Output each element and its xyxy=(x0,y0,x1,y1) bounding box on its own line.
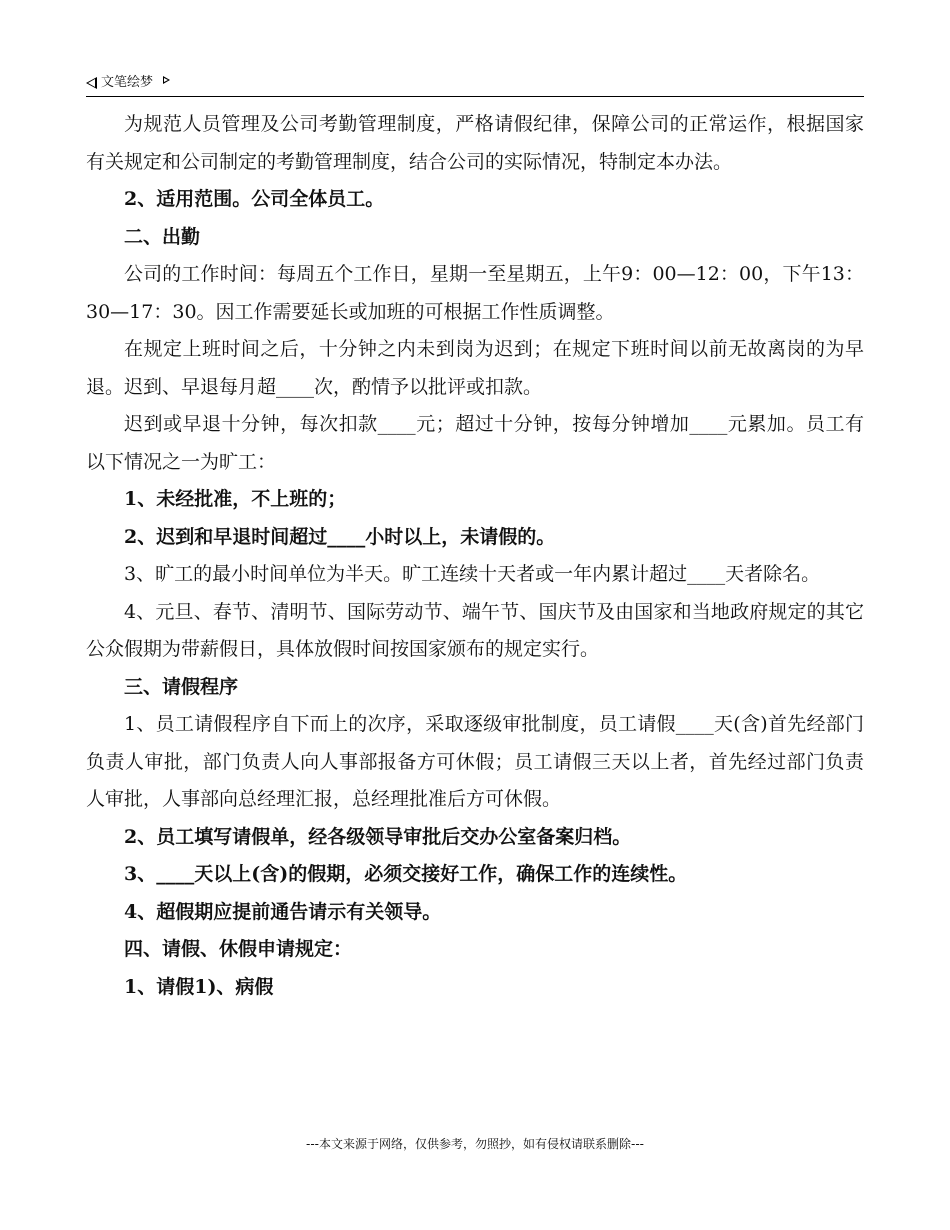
section-heading-leave-procedure: 三、请假程序 xyxy=(124,675,239,698)
list-item-absence-3: 3、旷工的最小时间单位为半天。旷工连续十天者或一年内累计超过____天者除名。 xyxy=(124,563,821,585)
paragraph-scope: 2、适用范围。公司全体员工。 xyxy=(124,188,385,210)
list-item-procedure-1: 1、员工请假程序自下而上的次序，采取逐级审批制度，员工请假____天(含)首先经部门负责人审批，部门负责人向人事部报备方可休假；员工请假三天以上者，首先经过部门负责人审批，人事部向总经理汇报，总经理批准后方可休假。 xyxy=(86,713,864,810)
left-triangle-icon xyxy=(86,77,97,89)
paragraph-late-early: 在规定上班时间之后，十分钟之内未到岗为迟到；在规定下班时间以前无故离岗的为早退。迟到、早退每月超____次，酌情予以批评或扣款。 xyxy=(86,338,864,398)
page-footer: ---本文来源于网络，仅供参考，勿照抄，如有侵权请联系删除--- xyxy=(306,1137,644,1151)
list-item-procedure-3: 3、____天以上(含)的假期，必须交接好工作，确保工作的连续性。 xyxy=(124,863,688,885)
paragraph-intro: 为规范人员管理及公司考勤管理制度，严格请假纪律，保障公司的正常运作，根据国家有关规定和公司制定的考勤管理制度，结合公司的实际情况，特制定本办法。 xyxy=(86,113,864,173)
list-item-absence-2: 2、迟到和早退时间超过____小时以上，未请假的。 xyxy=(124,525,556,548)
paragraph-work-hours: 公司的工作时间：每周五个工作日，星期一至星期五，上午9：00—12：00，下午13：30—17：30。因工作需要延长或加班的可根据工作性质调整。 xyxy=(86,263,864,323)
list-item-absence-1: 1、未经批准，不上班的； xyxy=(124,488,347,510)
section-heading-leave-rules: 四、请假、休假申请规定： xyxy=(124,938,353,960)
header-title: 文笔绘梦 xyxy=(101,75,154,90)
page-header xyxy=(86,70,864,97)
list-item-sick-leave: 1、请假1)、病假 xyxy=(124,975,274,998)
right-triangle-icon xyxy=(163,76,170,84)
paragraph-deduction: 迟到或早退十分钟，每次扣款____元；超过十分钟，按每分钟增加____元累加。员工有以下情况之一为旷工： xyxy=(86,413,864,473)
list-item-procedure-4: 4、超假期应提前通告请示有关领导。 xyxy=(124,900,442,923)
document-body xyxy=(86,106,864,1006)
list-item-holidays: 4、元旦、春节、清明节、国际劳动节、端午节、国庆节及由国家和当地政府规定的其它公众假期为带薪假日，具体放假时间按国家颁布的规定实行。 xyxy=(86,600,864,660)
section-heading-attendance: 二、出勤 xyxy=(124,225,201,248)
list-item-procedure-2: 2、员工填写请假单，经各级领导审批后交办公室备案归档。 xyxy=(124,825,632,848)
